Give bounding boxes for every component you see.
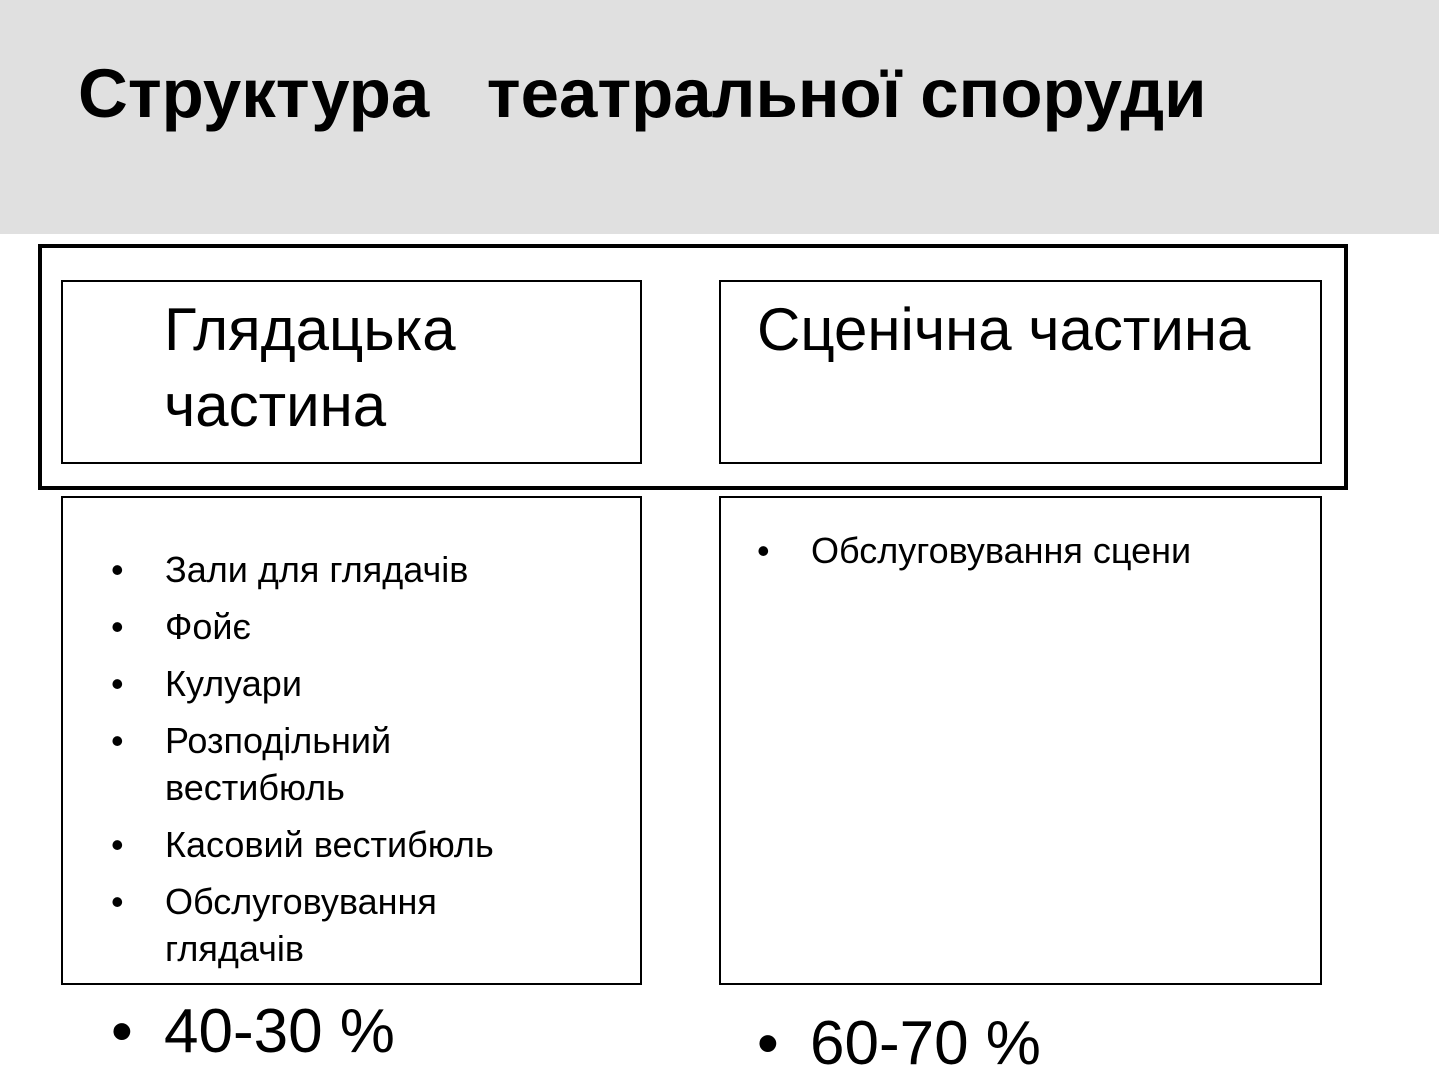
bullet-icon: • (111, 663, 124, 704)
bullet-icon: • (111, 720, 124, 761)
list-item-text: Обслуговування сцени (811, 530, 1192, 571)
bullet-icon: • (111, 881, 124, 922)
list-item (111, 821, 581, 868)
bullet-icon: • (757, 530, 770, 571)
left-percentage-value: 40-30 % (164, 997, 395, 1066)
bullet-icon: • (111, 824, 124, 865)
right-percentage (757, 1008, 1041, 1080)
bullet-icon: • (111, 549, 124, 590)
list-item (111, 878, 581, 972)
slide-title: Структура театральної споруди (78, 55, 1207, 132)
list-item-text: Розподільний вестибюль (165, 720, 392, 808)
list-item-text: Обслуговування глядачів (165, 881, 437, 969)
list-item-text: Кулуари (165, 663, 302, 704)
left-heading (164, 292, 456, 444)
list-item (757, 527, 1297, 574)
list-item (111, 603, 581, 650)
bullet-icon: • (757, 1009, 779, 1078)
list-item (111, 717, 581, 811)
list-item-text: Касовий вестибюль (165, 824, 494, 865)
right-percentage-value: 60-70 % (810, 1009, 1041, 1078)
list-item-text: Зали для глядачів (165, 549, 469, 590)
right-item-list (757, 527, 1297, 574)
left-heading-line-2: частина (164, 372, 387, 439)
left-heading-line-1: Глядацька (164, 296, 456, 363)
list-item (111, 546, 581, 593)
left-item-list (111, 546, 581, 982)
list-item (111, 660, 581, 707)
list-item-text: Фойє (165, 606, 251, 647)
bullet-icon: • (111, 997, 133, 1066)
bullet-icon: • (111, 606, 124, 647)
left-percentage (111, 996, 395, 1068)
right-heading: Сценічна частина (757, 296, 1251, 363)
